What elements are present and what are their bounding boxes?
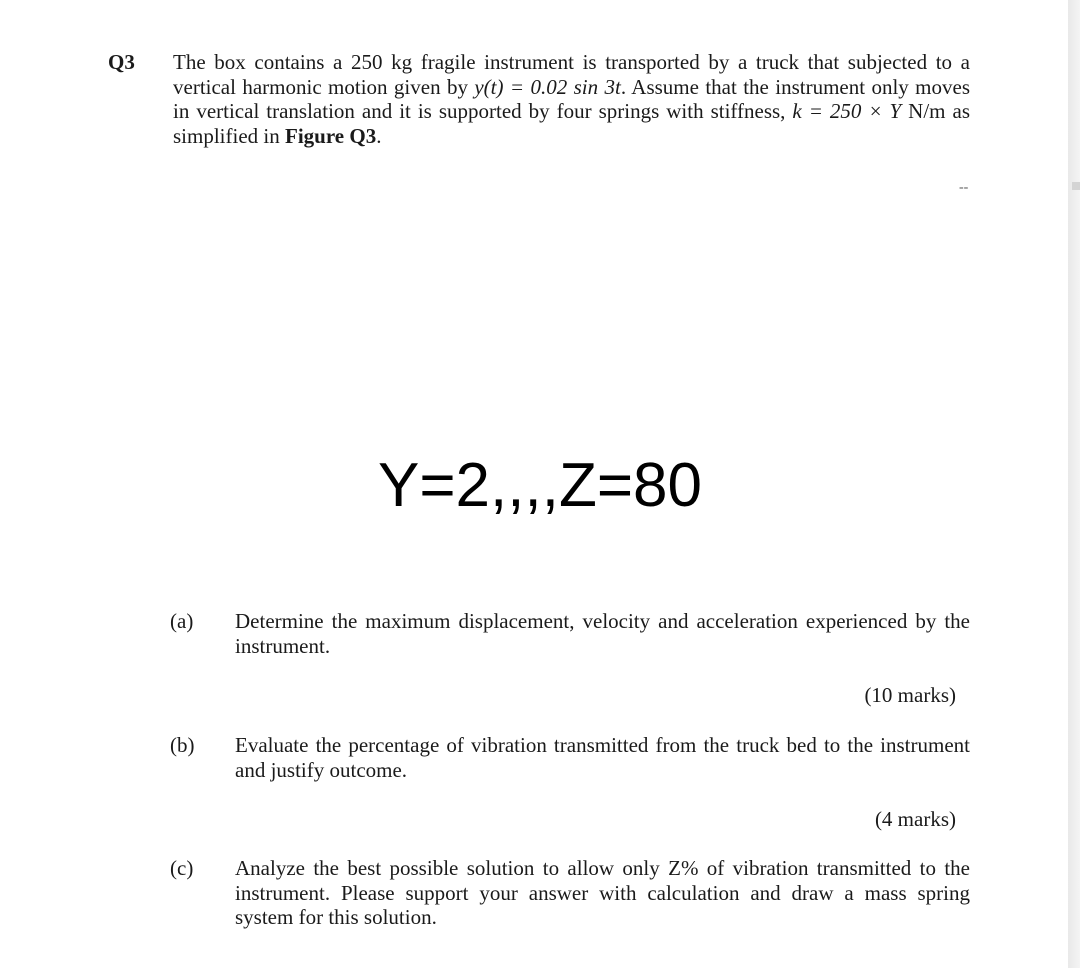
part-a-marks: (10 marks)	[864, 683, 956, 707]
page-edge-shadow	[1068, 0, 1080, 968]
part-b-label: (b)	[170, 733, 195, 757]
question-text-1: The box contains a 250 kg fragile instrument is transported by a truck that subjected to a vertical harmonic motion given by	[173, 50, 970, 99]
part-c-label: (c)	[170, 856, 194, 880]
dash-mark: --	[959, 180, 969, 195]
stiffness-equation: k = 250 × Y	[792, 99, 902, 124]
question-statement	[173, 50, 970, 148]
part-b-text: Evaluate the percentage of vibration transmitted from the truck bed to the instrument and justify outcome.	[235, 733, 970, 782]
question-text-4: .	[376, 123, 382, 148]
part-a-label: (a)	[170, 609, 194, 633]
question-number: Q3	[108, 50, 135, 74]
question-text-2: . Assume that the instrument only moves in vertical translation and it is supported by four springs with stiffness,	[173, 74, 971, 124]
part-c-text: Analyze the best possible solution to allow only Z% of vibration transmitted to the instrument. Please support your answer with calculation and draw a mass spring system for this solution.	[235, 856, 970, 930]
given-values: Y=2,,,,Z=80	[378, 451, 702, 520]
motion-equation: y(t) = 0.02 sin 3t	[474, 74, 621, 99]
part-b-marks: (4 marks)	[874, 807, 956, 831]
part-a-text: Determine the maximum displacement, velocity and acceleration experienced by the instrument.	[235, 609, 970, 658]
page-edge-mark	[1072, 182, 1080, 190]
figure-reference: Figure Q3	[285, 123, 377, 148]
question-text-3: N/m as simplified in	[173, 99, 970, 148]
